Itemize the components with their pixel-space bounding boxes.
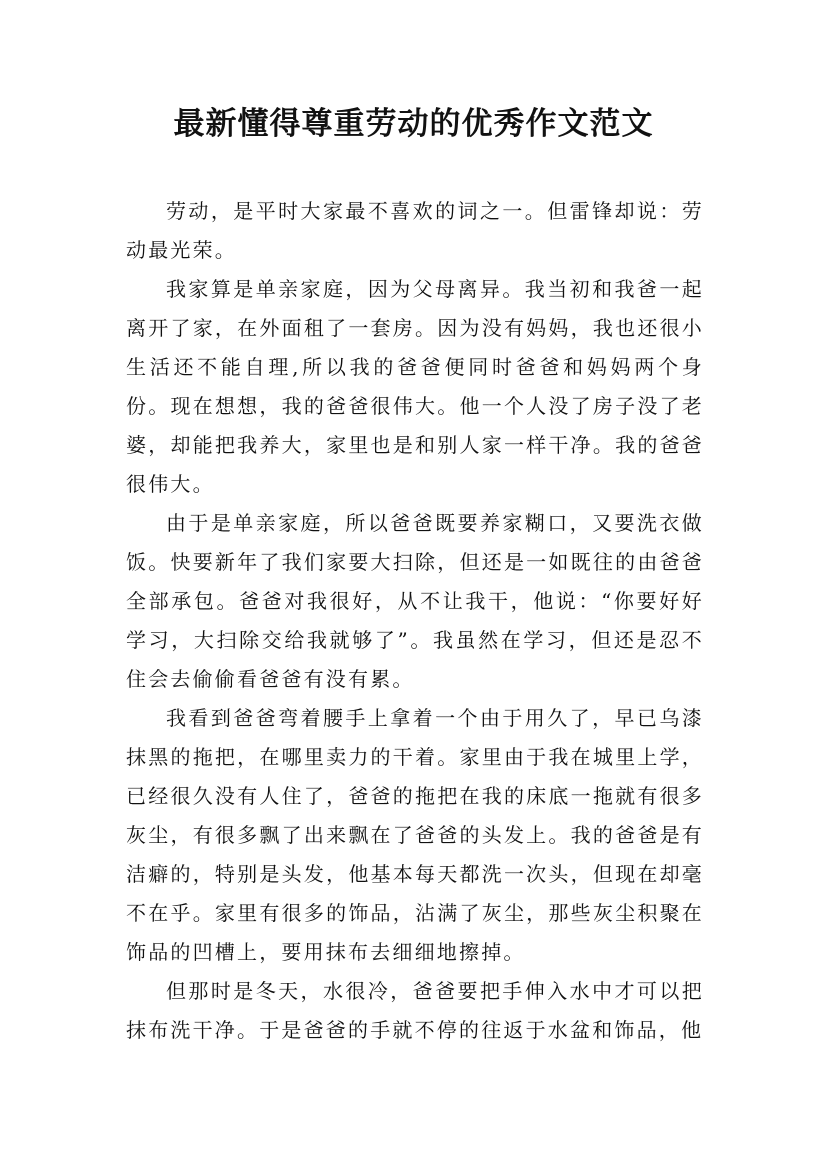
paragraph: 但那时是冬天，水很冷，爸爸要把手伸入水中才可以把抹布洗干净。于是爸爸的手就不停的往返于水盆和饰品，他 bbox=[126, 979, 704, 1042]
document-title: 最新懂得尊重劳动的优秀作文范文 bbox=[173, 106, 654, 142]
document-body bbox=[126, 192, 704, 1050]
paragraph: 我看到爸爸弯着腰手上拿着一个由于用久了，早已乌漆抹黑的拖把，在哪里卖力的干着。家里由于我在城里上学，已经很久没有人住了，爸爸的拖把在我的床底一拖就有很多灰尘，有很多飘了出来飘在了爸爸的头发上。我的爸爸是有洁癖的，特别是头发，他基本每天都洗一次头，但现在却毫不在乎。家里有很多的饰品，沾满了灰尘，那些灰尘积聚在饰品的凹槽上，要用抹布去细细地擦掉。 bbox=[126, 706, 704, 964]
paragraph: 我家算是单亲家庭，因为父母离异。我当初和我爸一起离开了家，在外面租了一套房。因为没有妈妈，我也还很小生活还不能自理,所以我的爸爸便同时爸爸和妈妈两个身份。现在想想，我的爸爸很伟大。他一个人没了房子没了老婆，却能把我养大，家里也是和别人家一样干净。我的爸爸很伟大。 bbox=[126, 277, 704, 496]
paragraph: 劳动，是平时大家最不喜欢的词之一。但雷锋却说：劳动最光荣。 bbox=[126, 199, 704, 262]
paragraph: 由于是单亲家庭，所以爸爸既要养家糊口，又要洗衣做饭。快要新年了我们家要大扫除，但还是一如既往的由爸爸全部承包。爸爸对我很好，从不让我干，他说：“你要好好学习，大扫除交给我就够了”。我虽然在学习，但还是忍不住会去偷偷看爸爸有没有累。 bbox=[126, 511, 704, 691]
